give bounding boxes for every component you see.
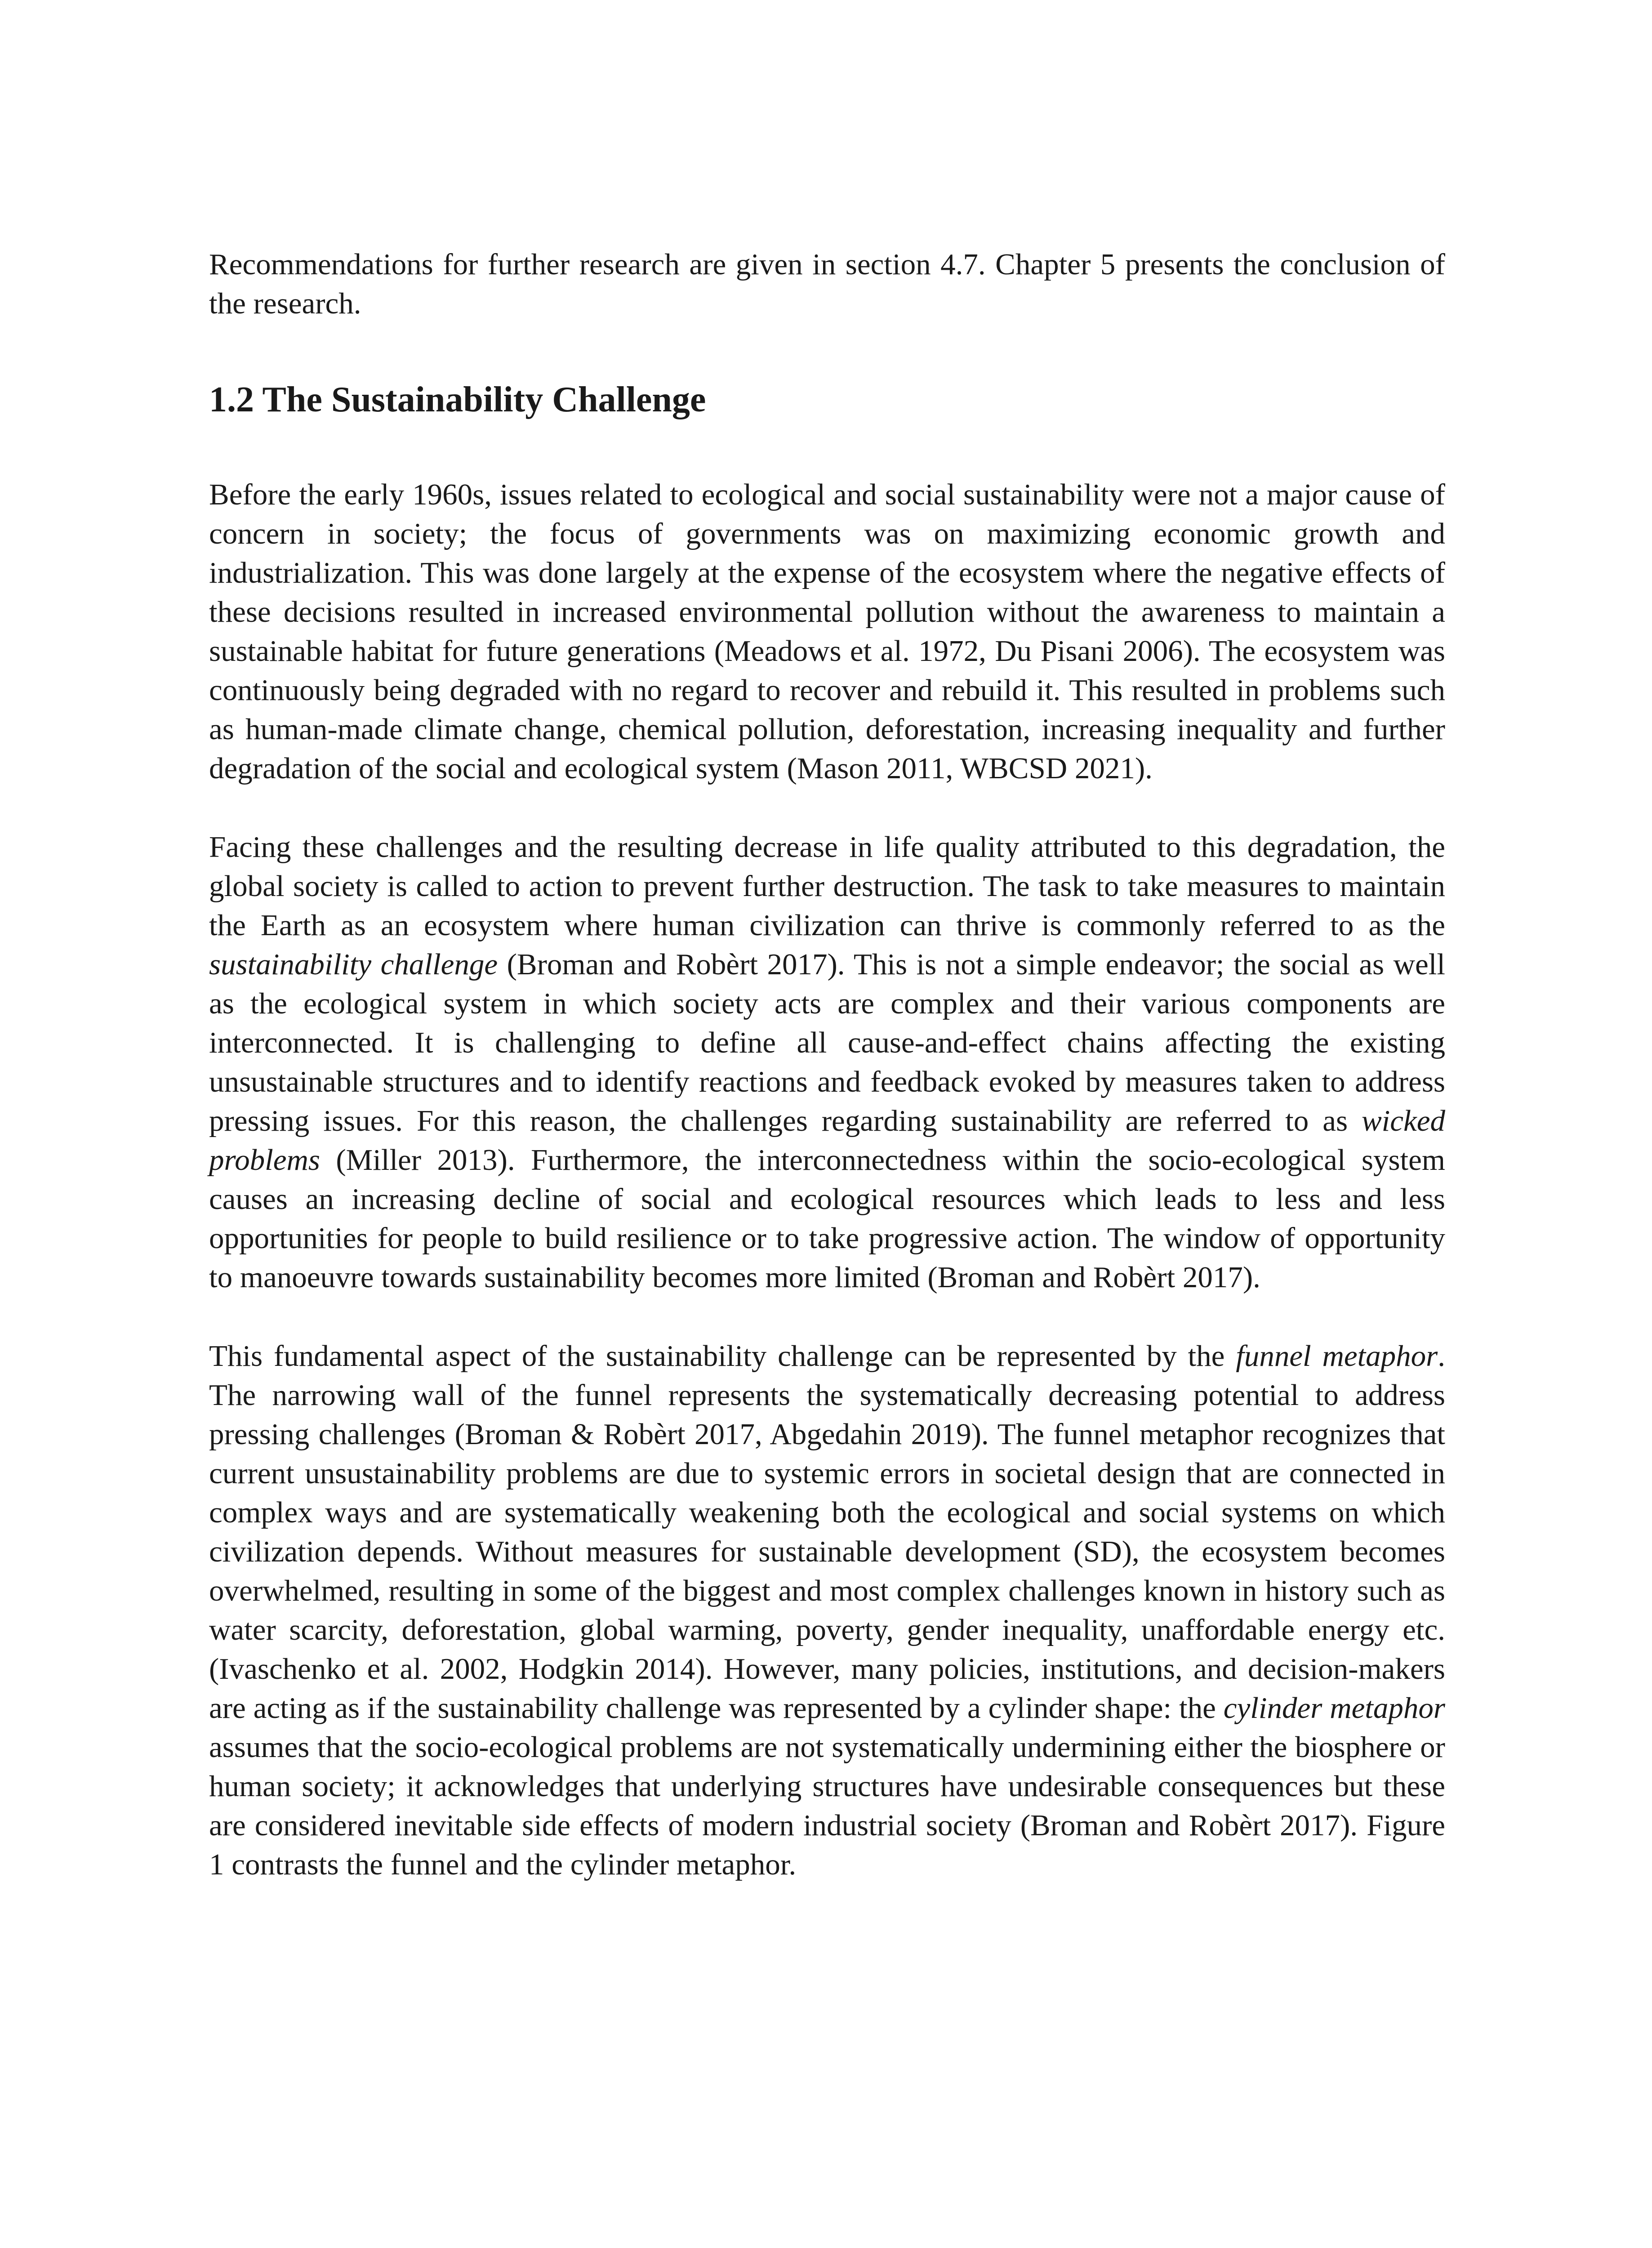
paragraph-1: Before the early 1960s, issues related to ecological and social sustainability were not a major cause of concern in society; the focus of governments was on maximizing economic growth and industrialization. This was done largely at the expense of the ecosystem where the negative effects of these decisions resulted in increased environmental pollution without the awareness to maintain a sustainable habitat for future generations (Meadows et al. 1972, Du Pisani 2006). The ecosystem was continuously being degraded with no regard to recover and rebuild it. This resulted in problems such as human-made climate change, chemical pollution, deforestation, increasing inequality and further degradation of the social and ecological system (Mason 2011, WBCSD 2021). (209, 478, 1445, 785)
term-wicked-problems: wicked problems (209, 1104, 1445, 1177)
paragraph-2-text-b: (Broman and Robèrt 2017). This is not a simple endeavor; the social as well as the ecological system in which society acts are complex and their various components are interconnected. It is challenging to define all cause-and-effect chains affecting the existing unsustainable structures and to identify reactions and feedback evoked by measures taken to address pressing issues. For this reason, the challenges regarding sustainability are referred to as (209, 948, 1445, 1137)
paragraph-2-text-a: Facing these challenges and the resulting decrease in life quality attributed to this degradation, the global society is called to action to prevent further destruction. The task to take measures to maintain the Earth as an ecosystem where human civilization can thrive is commonly referred to as the (209, 830, 1445, 942)
section-heading: 1.2 The Sustainability Challenge (209, 380, 706, 419)
paragraph-3-text-c: assumes that the socio-ecological problems are not systematically undermining either the biosphere or human society; it acknowledges that underlying structures have undesirable consequences but these are considered inevitable side effects of modern industrial society (Broman and Robèrt 2017). Figure 1 contrasts the funnel and the cylinder metaphor. (209, 1731, 1445, 1881)
intro-paragraph: Recommendations for further research are given in section 4.7. Chapter 5 presents the conclusion of the research. (209, 248, 1445, 320)
paragraph-2 (209, 828, 1445, 1297)
page-content (209, 245, 1445, 1884)
term-sustainability-challenge: sustainability challenge (209, 948, 498, 981)
term-funnel-metaphor: funnel metaphor (1236, 1339, 1438, 1373)
term-cylinder-metaphor: cylinder metaphor (1223, 1691, 1445, 1725)
paragraph-2-text-c: (Miller 2013). Furthermore, the interconnectedness within the socio-ecological system causes an increasing decline of social and ecological resources which leads to less and less opportunities for people to build resilience or to take progressive action. The window of opportunity to manoeuvre towards sustainability becomes more limited (Broman and Robèrt 2017). (209, 1143, 1445, 1294)
paragraph-3-text-a: This fundamental aspect of the sustainability challenge can be represented by the (209, 1339, 1236, 1373)
paragraph-3-text-b: . The narrowing wall of the funnel represents the systematically decreasing potential to address pressing challenges (Broman & Robèrt 2017, Abgedahin 2019). The funnel metaphor recognizes that current unsustainability problems are due to systemic errors in societal design that are connected in complex ways and are systematically weakening both the ecological and social systems on which civilization depends. Without measures for sustainable development (SD), the ecosystem becomes overwhelmed, resulting in some of the biggest and most complex challenges known in history such as water scarcity, deforestation, global warming, poverty, gender inequality, unaffordable energy etc. (Ivaschenko et al. 2002, Hodgkin 2014). However, many policies, institutions, and decision-makers are acting as if the sustainability challenge was represented by a cylinder shape: the (209, 1339, 1446, 1725)
paragraph-3 (209, 1337, 1445, 1884)
